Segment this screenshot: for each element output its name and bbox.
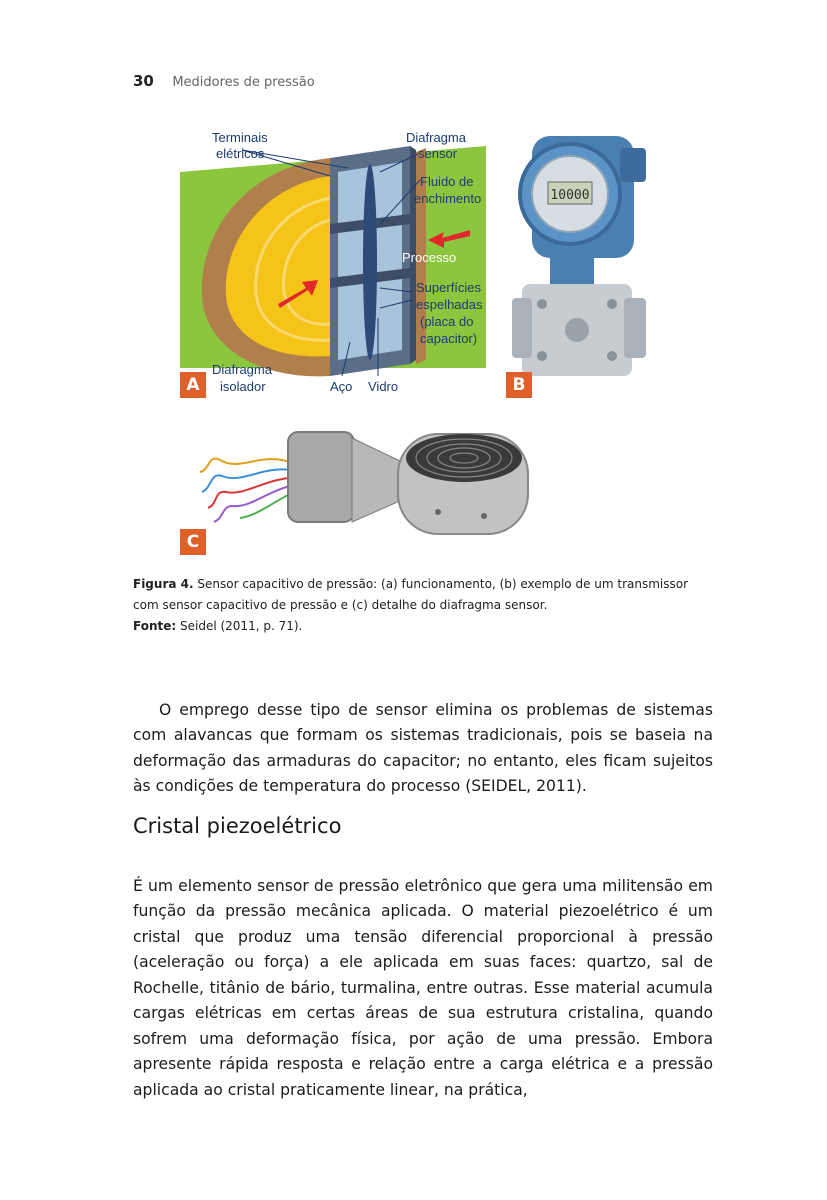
conduit-port xyxy=(620,148,646,182)
label-diafragma-isolador-1: Diafragma xyxy=(212,362,272,377)
label-espelhadas: espelhadas xyxy=(416,297,483,312)
label-fluido: Fluido de xyxy=(420,174,474,189)
label-vidro: Vidro xyxy=(368,379,399,394)
diaphragm-face xyxy=(406,434,522,482)
pressure-transmitter-photo xyxy=(506,128,652,400)
label-enchimento: enchimento xyxy=(414,191,482,206)
label-diafragma: Diafragma xyxy=(406,130,466,145)
figure-panel-c xyxy=(180,412,540,557)
label-sensor: sensor xyxy=(418,146,458,161)
label-eletricos: elétricos xyxy=(216,146,265,161)
capacitive-sensor-diagram xyxy=(180,128,498,400)
section-heading: Cristal piezoelétrico xyxy=(133,814,342,838)
caption-source-text: Seidel (2011, p. 71). xyxy=(180,619,303,633)
label-aco: Aço xyxy=(330,379,353,394)
caption-text: Sensor capacitivo de pressão: (a) funcionamento, (b) exemplo de um transmissor com sensor capacitivo de pressão e (c) detalhe do diafragma sensor. xyxy=(133,577,689,612)
lcd-value: 10000 xyxy=(550,188,590,203)
page-number: 30 xyxy=(133,72,154,90)
diaphragm-sensor-photo xyxy=(180,412,540,557)
body-paragraph-1: O emprego desse tipo de sensor elimina os problemas de sistemas com alavancas que formam os sistemas tradicionais, pois se baseia na deformação das armaduras do capacitor; no entanto, eles ficam sujeitos às condições de temperatura do processo (SEIDEL, 2011). xyxy=(133,700,713,796)
running-title: Medidores de pressão xyxy=(172,75,315,90)
label-processo: Processo xyxy=(402,250,457,265)
flange-right xyxy=(624,298,646,358)
caption-source-label: Fonte: xyxy=(133,619,177,633)
body-paragraph-2: É um elemento sensor de pressão eletrônico que gera uma militensão em função da pressão mecânica aplicada. O material piezoelétrico é um cristal que produz uma tensão diferencial proporcional à pressão (aceleração ou força) a ele aplicada em suas faces: quartzo, sal de Rochelle, titânio de bário, turmalina, entre outras. Esse material acumula cargas elétricas em certas áreas de sua estrutura cristalina, quando sofrem uma deformação física, por ação de uma pressão. Embora apresente rápida resposta e relação entre a carga elétrica e a pressão aplicada ao cristal praticamente linear, na prática, xyxy=(133,876,713,1099)
panel-letter-c: C xyxy=(180,529,206,555)
label-terminais: Terminais xyxy=(212,130,268,145)
sensor-barrel xyxy=(288,432,354,522)
figure-panel-b xyxy=(506,128,652,400)
figure-caption xyxy=(133,574,713,637)
figure-panel-a xyxy=(180,128,498,400)
flange-left xyxy=(512,298,532,358)
label-capacitor: capacitor) xyxy=(420,331,478,346)
running-header xyxy=(133,72,315,90)
transmitter-neck xyxy=(550,256,594,284)
label-superficies: Superfícies xyxy=(416,280,482,295)
label-diafragma-isolador-2: isolador xyxy=(220,379,266,394)
panel-letter-a: A xyxy=(180,372,206,398)
sensor-cone xyxy=(352,438,402,522)
sensor-diaphragm xyxy=(363,164,377,360)
label-placa: (placa do xyxy=(420,314,474,329)
caption-label: Figura 4. xyxy=(133,577,194,591)
panel-letter-b: B xyxy=(506,372,532,398)
